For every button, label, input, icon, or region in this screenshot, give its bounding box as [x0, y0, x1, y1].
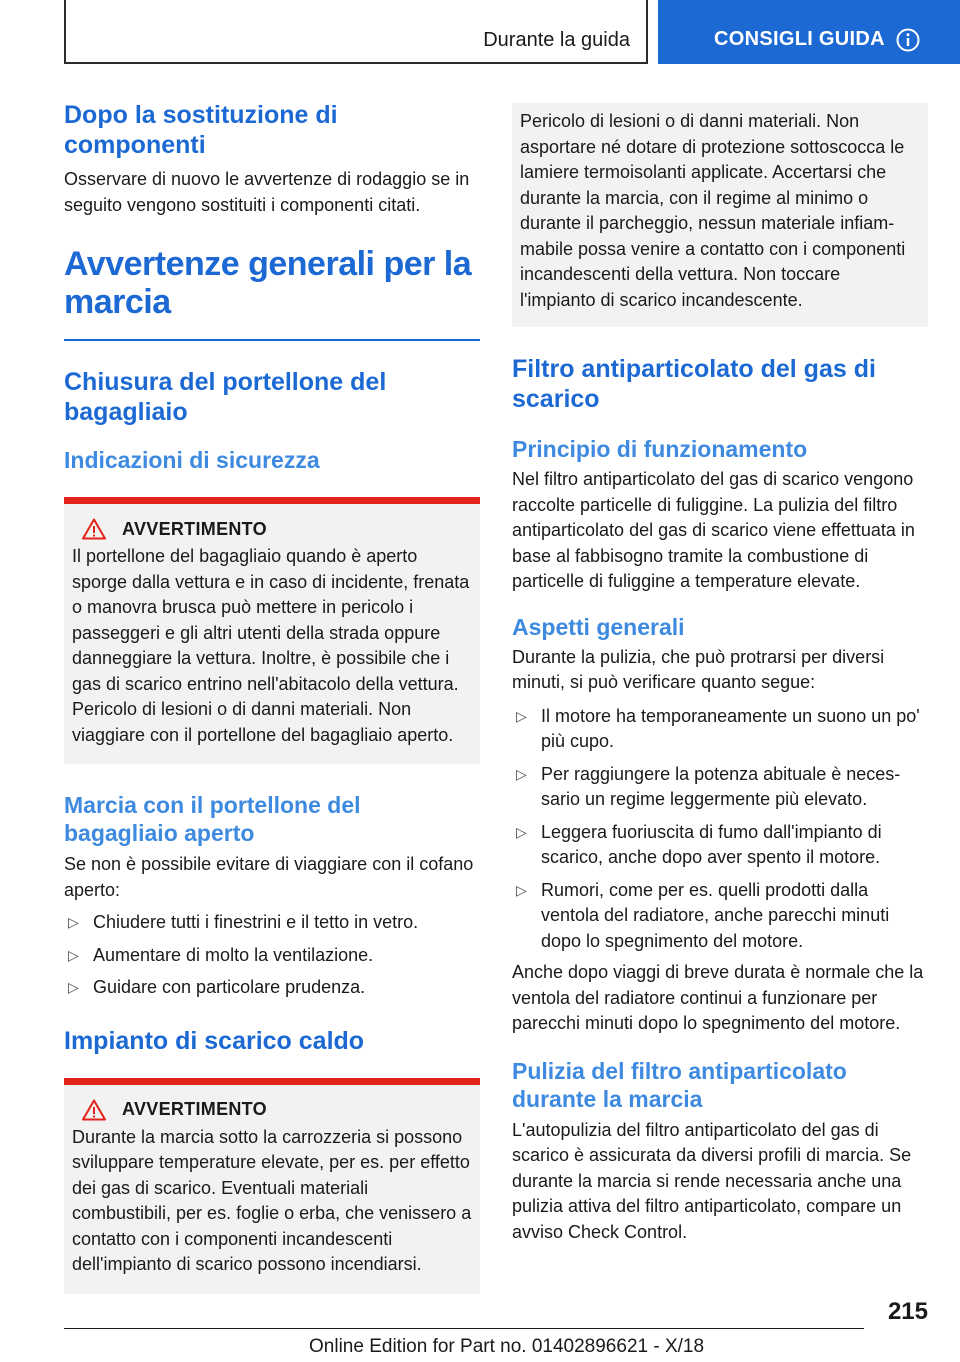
bullet-triangle-icon: ▷ — [516, 881, 527, 898]
warning-triangle-icon — [82, 518, 106, 540]
paragraph-anche-dopo: Anche dopo viaggi di breve durata è normale che la ventola del radiatore continui a funzionare per parecchi minuti dopo lo spegnimento del motore. — [512, 962, 924, 1033]
section-divider — [64, 339, 480, 341]
warning-header — [82, 518, 472, 540]
header-bar — [64, 0, 648, 64]
paragraph-aspetti: Durante la pulizia, che può protrarsi per diversi minuti, si può verificare quanto segue: — [512, 646, 885, 692]
bullet-triangle-icon: ▷ — [516, 823, 527, 840]
warning-box — [64, 497, 480, 764]
bullet-triangle-icon: ▷ — [68, 946, 79, 963]
list-item: ▷ Il motore ha temporaneamente un suono un po' più cupo. — [516, 705, 920, 751]
warning-text: Il portellone del bagagliaio quando è aperto sporge dalla vettura e in caso di incidente, frenata o manovra brusca può mettere in pericolo i passeggeri e gli altri utenti della strada oppure danneggiare la vettura. Inoltre, è possibile che i gas di scarico entrino nell'abitacolo della vettura. Pericolo di lesioni o di danni materiali. Non viaggiare con il portellone del bagagliaio aperto. — [72, 546, 470, 745]
heading-indicazioni-sicurezza: Indicazioni di sicurezza — [64, 447, 320, 473]
section-title: Durante la guida — [483, 29, 630, 51]
warning-text: Durante la marcia sotto la carrozzeria si possono sviluppare temperature elevate, per es. per effetto dei gas di scarico. Eventuali materiali combustibili, per es. foglie o erba, che venissero a contatto con i componenti incandescenti dell'impianto di scarico possono incendiarsi. — [72, 1126, 472, 1274]
bullet-triangle-icon: ▷ — [68, 979, 79, 995]
list-item: ▷ Chiudere tutti i finestrini e il tetto in vetro. — [64, 910, 480, 936]
heading-chiusura-portellone: Chiusura del portellone del bagagliaio — [64, 368, 387, 426]
marcia-list — [64, 910, 480, 1001]
info-icon — [896, 28, 920, 52]
heading-dopo-sostituzione: Dopo la sostituzione di componenti — [64, 101, 338, 159]
heading-avvertenze-generali: Avvertenze generali per la marcia — [64, 245, 472, 321]
warning-header — [82, 1099, 472, 1121]
warning-title: AVVERTIMENTO — [122, 1099, 267, 1119]
footer-divider — [64, 1328, 864, 1329]
list-item: ▷ Aumentare di molto la ventilazione. — [64, 943, 480, 969]
chapter-tab-label: CONSIGLI GUIDA — [714, 28, 885, 50]
heading-aspetti-generali: Aspetti generali — [512, 613, 685, 640]
paragraph-principio: Nel filtro antiparticolato del gas di scarico vengono raccolte particelle di fuliggine. La pulizia del filtro antiparticolato del gas di scarico viene effettuata in base al fabbisogno tramite la combustione di particelle di fuliggine a temperature elevate. — [512, 469, 915, 591]
paragraph-pulizia: L'autopulizia del filtro antiparticolato del gas di scarico è assicurata da diversi profili di marcia. Se durante la marcia si rende necessaria anche una pulizia attiva del filtro antiparticolato, compare un avviso Check Control. — [512, 1119, 912, 1242]
page-number: 215 — [887, 1298, 928, 1325]
right-column — [512, 103, 928, 1245]
left-column — [64, 100, 480, 1294]
list-item: ▷ Rumori, come per es. quelli prodotti dalla ventola del radiatore, anche parecchi minuti dopo lo spegnimento del motore. — [516, 879, 890, 951]
chapter-tab[interactable] — [658, 0, 960, 64]
warning-continuation-box — [512, 103, 928, 327]
heading-marcia-portellone-aperto: Marcia con il portellone del bagagliaio aperto — [64, 792, 361, 846]
warning-continuation-text: Pericolo di lesioni o di danni materiali. Non asportare né dotare di protezione sottoscocca le lamiere termoisolanti applicate. Accertarsi che durante la marcia, con il regime al minimo o durante il parcheggio, nessun materiale infiammabile possa venire a contatto con i componenti incandescenti della vettura. Non toccare l'impianto di scarico incandescente. — [520, 111, 906, 310]
warning-title: AVVERTIMENTO — [122, 518, 267, 539]
warning-triangle-icon — [82, 1099, 106, 1121]
paragraph-dopo-sostituzione: Osservare di nuovo le avvertenze di rodaggio se in seguito vengono sostituiti i componenti citati. — [64, 169, 470, 215]
warning-box — [64, 1078, 480, 1294]
bullet-triangle-icon: ▷ — [516, 765, 527, 782]
paragraph-marcia: Se non è possibile evitare di viaggiare con il cofano aperto: — [64, 854, 474, 900]
aspetti-list — [512, 704, 928, 955]
heading-impianto-scarico: Impianto di scarico caldo — [64, 1026, 365, 1055]
edition-text: Online Edition for Part no. 01402896621 - X/18 — [309, 1336, 705, 1357]
bullet-triangle-icon: ▷ — [516, 707, 527, 724]
heading-pulizia-filtro: Pulizia del filtro antiparticolato durante la marcia — [512, 1057, 847, 1112]
bullet-triangle-icon: ▷ — [68, 914, 79, 930]
heading-principio-funzionamento: Principio di funzionamento — [512, 436, 808, 462]
list-item: ▷ Per raggiungere la potenza abituale è necessario un regime leggermente più elevato. — [516, 763, 901, 809]
heading-filtro-antiparticolato: Filtro antiparticolato del gas di scarico — [512, 355, 876, 413]
list-item: ▷ Leggera fuoriuscita di fumo dall'impianto di scarico, anche dopo aver spento il motore. — [516, 821, 882, 867]
list-item: ▷ Guidare con particolare prudenza. — [64, 975, 480, 1001]
